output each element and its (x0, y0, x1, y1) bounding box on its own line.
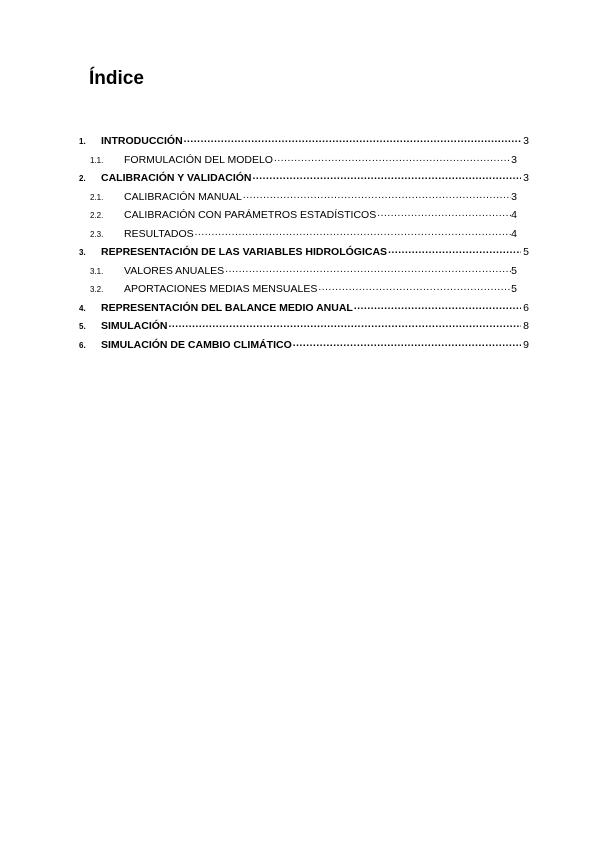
toc-entry-label: INTRODUCCIÓN (101, 135, 183, 147)
toc-dot-leader (318, 282, 511, 292)
toc-entry-3[interactable] (79, 245, 529, 264)
toc-entry-3-2[interactable] (79, 282, 517, 301)
toc-entry-label: FORMULACIÓN DEL MODELO (124, 153, 273, 166)
toc-entry-page: 3 (523, 135, 529, 147)
toc-entry-number: 1. (79, 137, 86, 146)
toc-entry-label: CALIBRACIÓN Y VALIDACIÓN (101, 172, 252, 184)
toc-dot-leader (225, 264, 511, 274)
toc-dot-leader (253, 171, 522, 181)
toc-entry-2-2[interactable] (79, 208, 517, 227)
toc-dot-leader (388, 245, 521, 255)
toc-entry-label: REPRESENTACIÓN DE LAS VARIABLES HIDROLÓGICAS (101, 246, 388, 258)
toc-dot-leader (354, 301, 521, 311)
toc-dot-leader (169, 319, 522, 329)
toc-entry-label: SIMULACIÓN (101, 320, 168, 332)
toc-entry-2[interactable] (79, 171, 529, 190)
toc-entry-page: 3 (511, 153, 517, 166)
toc-entry-page: 4 (511, 227, 517, 240)
toc-entry-number: 3.1. (90, 266, 104, 276)
toc-entry-page: 5 (523, 246, 529, 258)
toc-entry-5[interactable] (79, 319, 529, 338)
toc-entry-2-1[interactable] (79, 190, 517, 209)
toc-entry-page: 5 (511, 283, 517, 295)
toc-entry-6[interactable] (79, 338, 529, 357)
toc-entry-number: 6. (79, 340, 86, 350)
toc-entry-label: SIMULACIÓN DE CAMBIO CLIMÁTICO (101, 338, 292, 351)
toc-entry-number: 2.3. (90, 229, 104, 239)
toc-entry-label: VALORES ANUALES (124, 264, 225, 277)
toc-entry-4[interactable] (79, 301, 529, 320)
toc-dot-leader (184, 134, 521, 144)
toc-entry-page: 8 (523, 320, 529, 332)
toc-entry-3-1[interactable] (79, 264, 517, 283)
toc-entry-label: CALIBRACIÓN CON PARÁMETROS ESTADÍSTICOS (124, 209, 377, 221)
toc-entry-label: REPRESENTACIÓN DEL BALANCE MEDIO ANUAL (101, 301, 353, 314)
toc-entry-page: 6 (523, 301, 529, 314)
toc-entry-number: 1.1. (90, 155, 104, 165)
table-of-contents (79, 134, 529, 356)
toc-entry-1[interactable] (79, 134, 529, 153)
toc-dot-leader (195, 227, 512, 237)
toc-entry-number: 4. (79, 303, 86, 313)
toc-entry-label: RESULTADOS (124, 227, 194, 240)
toc-entry-number: 3.2. (90, 285, 104, 294)
toc-entry-2-3[interactable] (79, 227, 517, 246)
toc-entry-number: 2.1. (90, 192, 104, 202)
toc-entry-number: 2. (79, 174, 86, 183)
toc-dot-leader (274, 153, 511, 163)
toc-dot-leader (377, 208, 511, 218)
toc-entry-label: CALIBRACIÓN MANUAL (124, 190, 242, 203)
toc-entry-label: APORTACIONES MEDIAS MENSUALES (124, 283, 318, 295)
toc-dot-leader (293, 338, 521, 348)
toc-entry-page: 9 (523, 338, 529, 351)
toc-entry-page: 5 (511, 264, 517, 277)
page-title: Índice (89, 68, 144, 89)
toc-entry-page: 3 (511, 190, 517, 203)
toc-entry-number: 3. (79, 248, 86, 257)
toc-entry-number: 5. (79, 322, 86, 331)
toc-entry-1-1[interactable] (79, 153, 517, 172)
toc-entry-page: 4 (511, 209, 517, 221)
toc-entry-number: 2.2. (90, 211, 104, 220)
toc-dot-leader (243, 190, 511, 200)
toc-entry-page: 3 (523, 172, 529, 184)
